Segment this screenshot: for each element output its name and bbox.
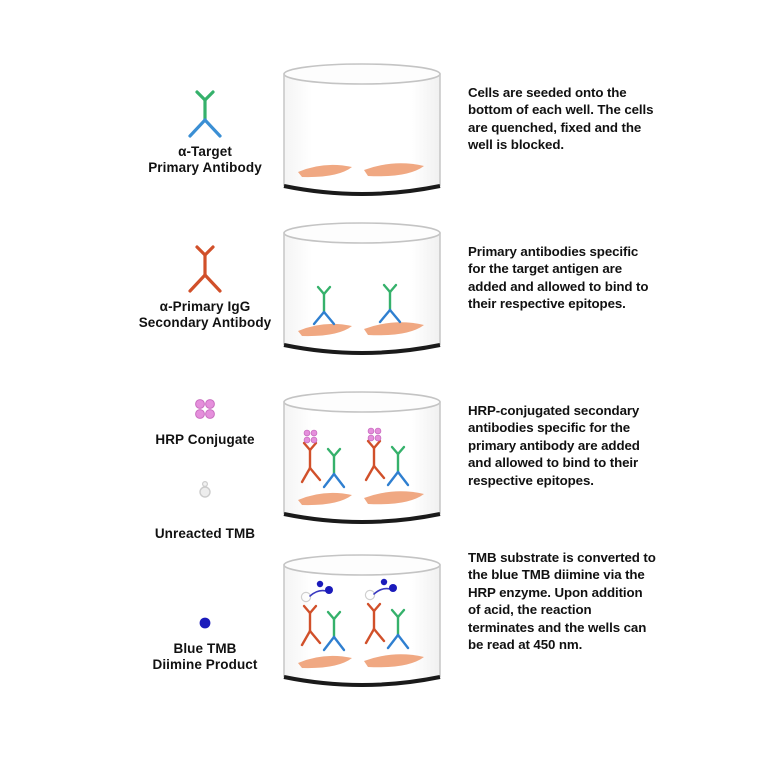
caption-step-2: Primary antibodies specific for the target antigen are added and allowed to bind to their respective epitopes. xyxy=(468,244,649,312)
well-step-4 xyxy=(276,551,448,696)
caption-step-1: Cells are seeded onto the bottom of each well. The cells are quenched, fixed and the well is blocked. xyxy=(468,85,654,153)
legend-label-step-3-secondary: Unreacted TMB xyxy=(154,526,256,542)
well-step-1 xyxy=(276,60,448,205)
well-step-2 xyxy=(276,219,448,364)
legend-label-line-2: Secondary Antibody xyxy=(138,315,272,331)
well-step-3 xyxy=(276,388,448,533)
hrp-conjugate-icon xyxy=(185,390,225,432)
caption-step-3: HRP-conjugated secondary antibodies specific for the primary antibody are added and allowed to bind to their respective epitopes. xyxy=(468,403,640,488)
caption-step-4: TMB substrate is converted to the blue TMB diimine via the HRP enzyme. Upon addition of acid, the reaction terminates and the wells can be read at 450 nm. xyxy=(468,550,656,653)
blue-tmb-diimine-icon xyxy=(185,605,225,641)
legend-label-line-1: HRP Conjugate xyxy=(155,432,255,447)
legend-label-line-1: α-Target xyxy=(178,144,232,159)
legend-label-line-2: Diimine Product xyxy=(152,657,258,673)
legend-label-line-1: α-Primary IgG xyxy=(159,299,251,314)
y-shaped-antibody-icon xyxy=(170,86,240,144)
y-shaped-antibody-icon xyxy=(170,241,240,299)
legend-label-line-2: Primary Antibody xyxy=(148,160,262,176)
legend-label-line-1: Blue TMB xyxy=(173,641,237,656)
unreacted-tmb-icon xyxy=(185,470,225,510)
